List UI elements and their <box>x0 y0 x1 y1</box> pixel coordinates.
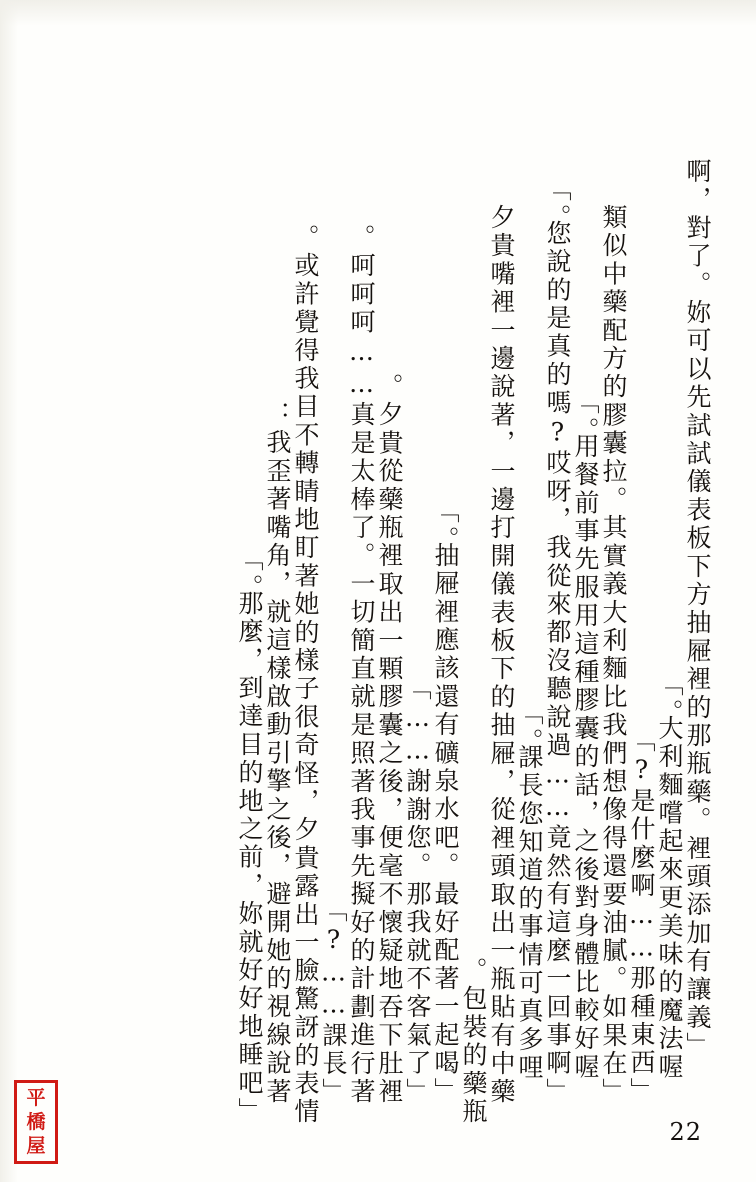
text-column: 「那麼，到達目的地之前，妳就好好地睡吧。」 <box>235 546 264 1126</box>
text-column: 包裝的藥瓶。 <box>459 956 488 1126</box>
text-column: 課長您知道的事情可真多哩。」 <box>515 699 544 1082</box>
text-column: 「啊，對了。妳可以先試試儀表板下方抽屜裡的那瓶藥。裡頭添加有讓義 <box>683 157 712 1060</box>
text-column: 「是什麼啊……那種東西?」 <box>627 727 656 1106</box>
text-column: 或許覺得我目不轉睛地盯著她的樣子很奇怪，夕貴露出一臉驚訝的表情。 <box>291 223 320 1126</box>
text-column: 「您說的是真的嗎?哎呀，我從來都沒聽說過……竟然有這麼一回事啊。」 <box>543 175 572 1106</box>
seal-char: 屋 <box>26 1134 46 1157</box>
seal-char: 橋 <box>26 1110 46 1133</box>
text-column: 我歪著嘴角，就這樣啟動引擎之後，避開她的視線說著： <box>263 400 292 1106</box>
text-column: 用餐前事先服用這種膠囊的話，之後對身體比較好喔。」 <box>571 389 600 1082</box>
text-column: 「抽屜裡應該還有礦泉水吧。最好配著一起喝。」 <box>431 498 460 1106</box>
paper-edge-shading-top <box>0 0 756 26</box>
text-column: 大利麵嚐起來更美味的魔法喔。」 <box>655 671 684 1082</box>
seal-char: 平 <box>26 1086 46 1109</box>
paper-edge-shading-left <box>0 0 18 1182</box>
text-column: 呵呵呵……真是太棒了。一切簡直就是照著我事先擬好的計劃進行著。 <box>347 223 376 1106</box>
publisher-seal <box>14 1080 58 1164</box>
text-column: 「類似中藥配方的膠囊拉。其實義大利麵比我們想像得還要油膩。如果在 <box>599 203 628 1106</box>
text-column: 夕貴從藥瓶裡取出一顆膠囊之後，便毫不懷疑地吞下肚裡。 <box>375 372 404 1106</box>
text-column: 「課長……?」 <box>319 896 348 1106</box>
page-number: 22 <box>669 1118 702 1146</box>
text-column: 夕貴嘴裡一邊說著，一邊打開儀表板下的抽屜，從裡頭取出一瓶貼有中藥 <box>487 203 516 1106</box>
text-column: 「謝謝您。那我就不客氣了……」 <box>403 674 432 1106</box>
vertical-text-body <box>40 108 712 1126</box>
